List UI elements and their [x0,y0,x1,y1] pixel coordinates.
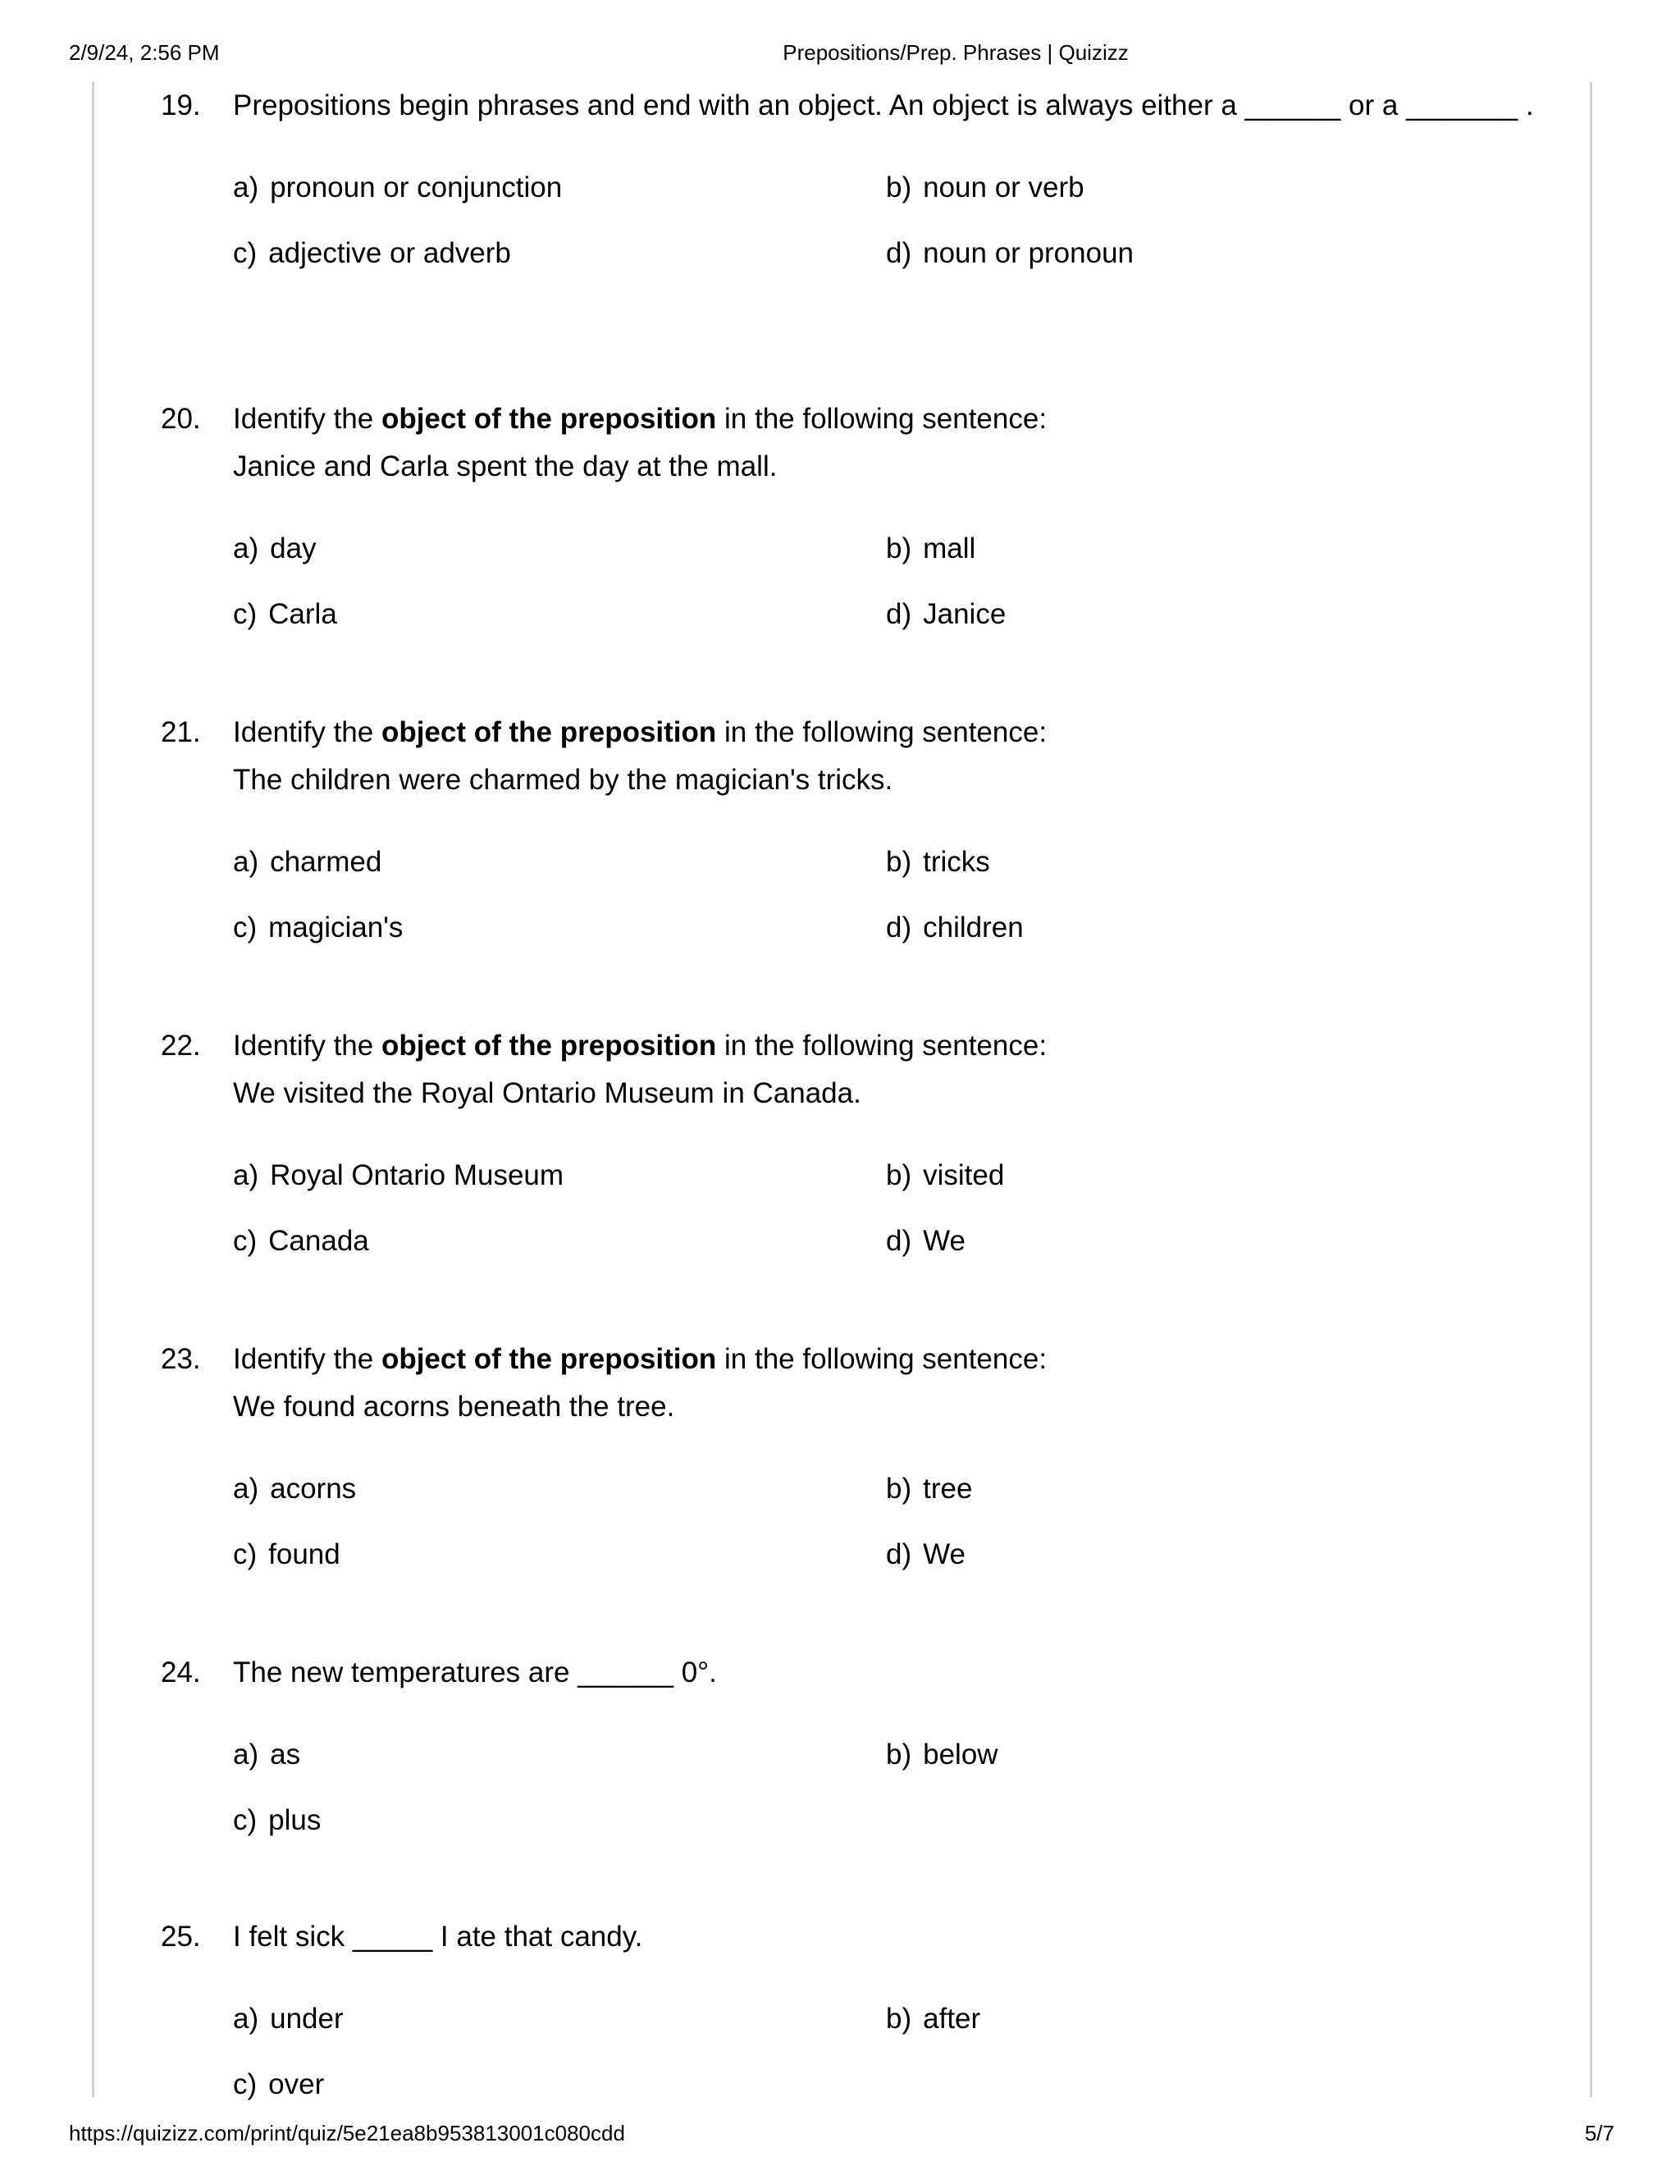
question-sentence: We found acorns beneath the tree. [233,1391,675,1423]
answer-option[interactable] [233,1224,369,1259]
option-letter: a) [233,1159,259,1191]
option-text: noun or verb [923,171,1084,203]
question-prompt-text: in the following sentence: [716,1343,1048,1375]
option-letter: a) [233,846,259,878]
page-title: Prepositions/Prep. Phrases | Quizizz [783,40,1129,65]
option-letter: c) [233,237,258,269]
option-letter: b) [886,1159,912,1191]
question-prompt [233,1342,1578,1377]
option-text: We [923,1225,966,1257]
option-letter: d) [886,1538,912,1570]
option-letter: b) [886,1739,912,1771]
question-item [0,402,1680,715]
option-text: found [268,1538,340,1570]
option-text: noun or pronoun [923,237,1134,269]
answer-option[interactable] [233,911,403,945]
option-text: We [923,1538,966,1570]
answer-option[interactable] [886,1537,966,1572]
question-number: 23. [161,1343,201,1375]
option-text: adjective or adverb [268,237,511,269]
answer-option[interactable] [233,1472,356,1506]
option-letter: d) [886,598,912,630]
answer-option[interactable] [233,1738,300,1772]
option-text: acorns [270,1473,357,1505]
option-text: tricks [923,846,990,878]
question-prompt-text: The new temperatures are ______ 0°. [233,1656,717,1688]
option-letter: a) [233,2003,259,2035]
question-prompt [233,89,1578,123]
option-text: over [268,2068,325,2100]
answer-option[interactable] [886,236,1134,271]
option-text: tree [923,1473,973,1505]
option-text: pronoun or conjunction [270,171,563,203]
page-url[interactable]: https://quizizz.com/print/quiz/5e21ea8b953813001c080cdd [69,2121,625,2145]
question-sentence: The children were charmed by the magician's tricks. [233,764,893,796]
option-text: day [270,532,317,564]
question-item [0,89,1680,402]
option-text: Royal Ontario Museum [270,1159,564,1191]
option-letter: c) [233,912,258,944]
question-prompt-text: in the following sentence: [716,1030,1048,1062]
option-letter: c) [233,1804,258,1836]
answer-option[interactable] [886,597,1006,632]
option-letter: c) [233,1538,258,1570]
question-number: 22. [161,1030,201,1062]
page-number: 5/7 [1584,2121,1614,2145]
question-sentence: Janice and Carla spent the day at the mall. [233,450,778,482]
answer-option[interactable] [886,911,1024,945]
option-letter: b) [886,1473,912,1505]
question-prompt-emphasis: object of the preposition [381,1030,717,1062]
answer-option[interactable] [886,532,975,566]
question-prompt-text: Identify the [233,1030,381,1062]
option-text: visited [923,1159,1005,1191]
option-text: Canada [268,1225,369,1257]
answer-option[interactable] [886,845,990,880]
option-letter: a) [233,532,259,564]
option-text: Carla [268,598,337,630]
answer-option[interactable] [233,1158,564,1193]
question-prompt [233,402,1578,436]
option-letter: d) [886,912,912,944]
option-text: mall [923,532,976,564]
question-prompt [233,715,1578,750]
option-text: after [923,2003,981,2035]
question-prompt-text: in the following sentence: [716,716,1048,748]
answer-option[interactable] [886,1738,998,1772]
answer-option[interactable] [233,1803,321,1838]
answer-option[interactable] [886,1158,1004,1193]
question-prompt [233,1920,1578,1954]
question-number: 19. [161,89,201,121]
option-letter: b) [886,2003,912,2035]
answer-option[interactable] [233,171,562,205]
question-prompt-emphasis: object of the preposition [381,716,717,748]
print-datetime: 2/9/24, 2:56 PM [69,40,220,65]
question-item [0,1029,1680,1342]
question-prompt [233,1656,1578,1690]
option-text: as [270,1739,301,1771]
option-text: Janice [923,598,1007,630]
answer-option[interactable] [886,1224,966,1259]
option-text: magician's [268,912,404,944]
question-prompt-emphasis: object of the preposition [381,1343,717,1375]
option-letter: c) [233,1225,258,1257]
option-text: below [923,1739,998,1771]
answer-option[interactable] [233,236,511,271]
answer-option[interactable] [886,2002,980,2036]
answer-option[interactable] [233,1537,340,1572]
option-letter: c) [233,598,258,630]
question-prompt-text: in the following sentence: [716,403,1048,435]
option-letter: d) [886,237,912,269]
question-number: 24. [161,1656,201,1688]
answer-option[interactable] [233,2067,324,2102]
option-letter: a) [233,171,259,203]
question-item [0,1656,1680,1920]
question-sentence: We visited the Royal Ontario Museum in Canada. [233,1077,861,1109]
question-prompt-emphasis: object of the preposition [381,403,717,435]
option-letter: b) [886,171,912,203]
option-letter: d) [886,1225,912,1257]
question-prompt-text: Identify the [233,1343,381,1375]
question-number: 20. [161,403,201,435]
option-text: under [270,2003,344,2035]
answer-option[interactable] [886,1472,972,1506]
answer-option[interactable] [886,171,1084,205]
option-letter: b) [886,532,912,564]
question-prompt-text: I felt sick _____ I ate that candy. [233,1921,643,1953]
question-prompt-text: Prepositions begin phrases and end with an object. An object is always either a ______ or a _______ . [233,89,1534,121]
question-prompt-text: Identify the [233,403,381,435]
option-text: children [923,912,1024,944]
option-text: charmed [270,846,382,878]
option-letter: c) [233,2068,258,2100]
option-text: plus [268,1804,322,1836]
question-list [0,89,1680,2184]
answer-option[interactable] [233,845,381,880]
question-item [0,1342,1680,1656]
question-prompt [233,1029,1578,1063]
answer-option[interactable] [233,532,317,566]
option-letter: a) [233,1739,259,1771]
question-prompt-text: Identify the [233,716,381,748]
question-item [0,715,1680,1029]
answer-option[interactable] [233,2002,344,2036]
question-number: 25. [161,1921,201,1953]
option-letter: a) [233,1473,259,1505]
answer-option[interactable] [233,597,337,632]
option-letter: b) [886,846,912,878]
question-number: 21. [161,716,201,748]
